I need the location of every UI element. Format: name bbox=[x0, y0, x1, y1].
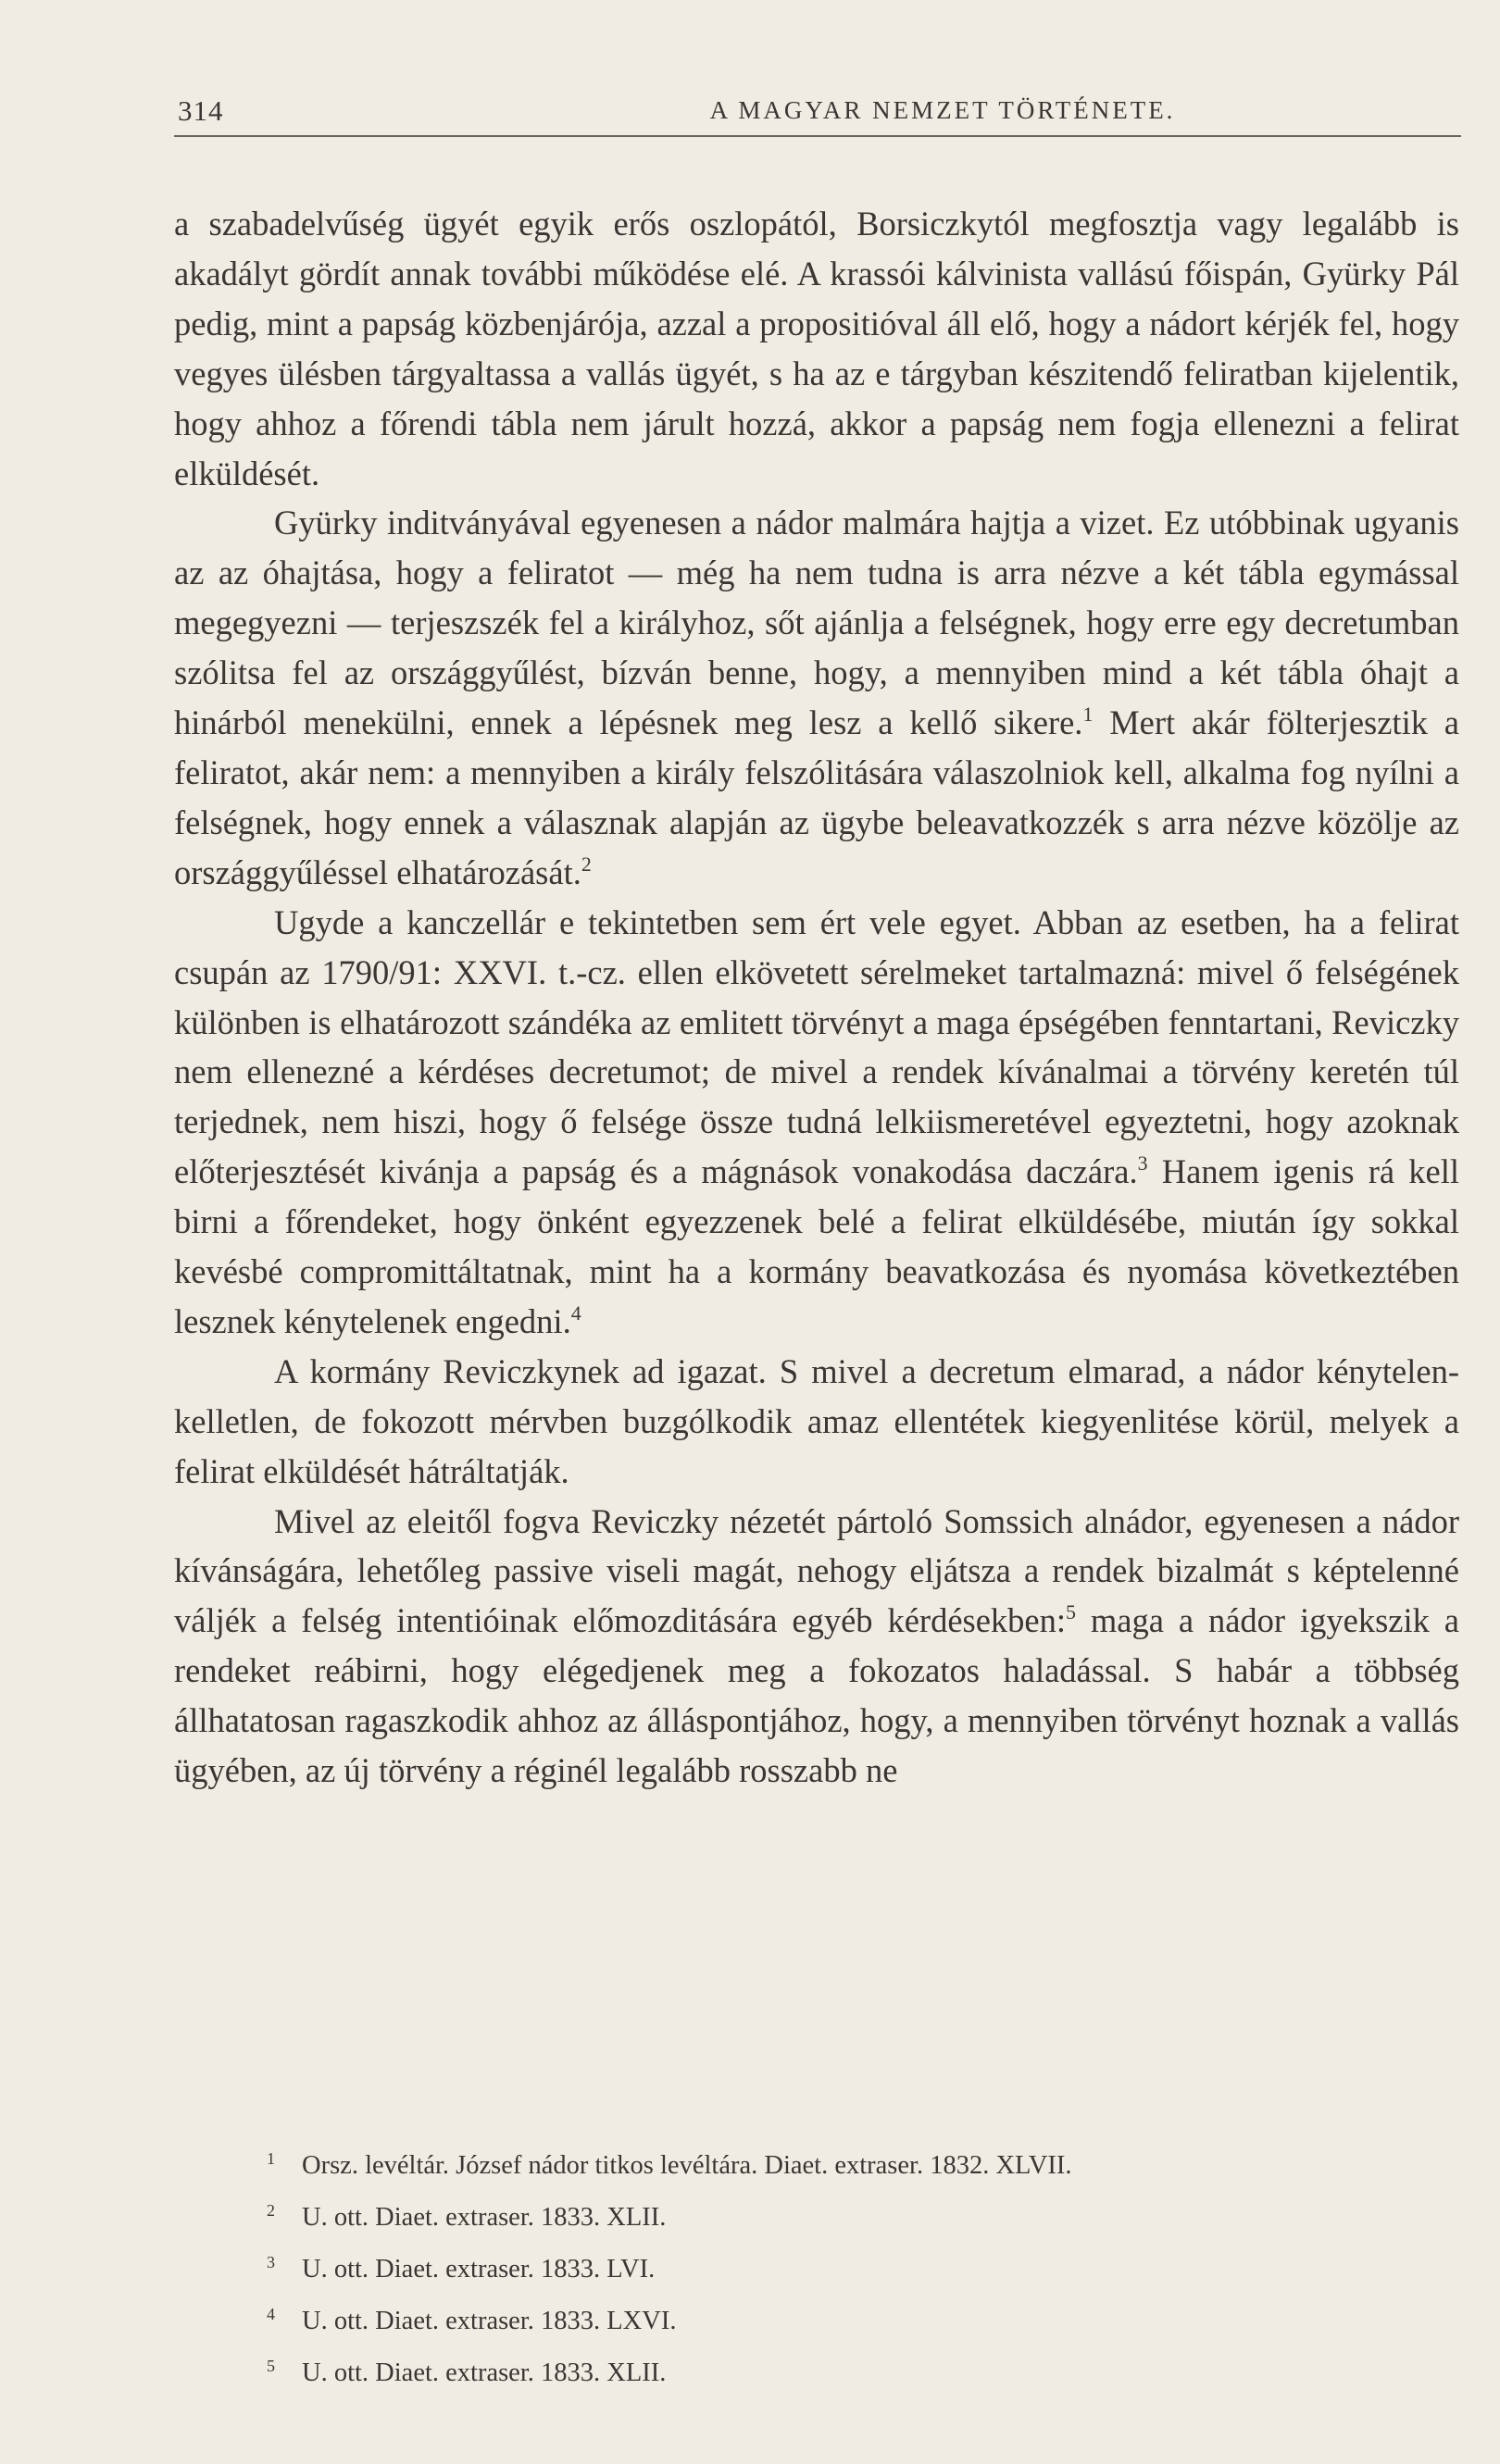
body-text bbox=[174, 199, 1459, 1796]
paragraph-text: Gyürky inditványával egyenesen a nádor malmára hajtja a vizet. Ez utóbbinak ugyanis az az óhajtása, hogy a feliratot — még ha nem tudna is arra nézve a két tábla egymással megegyezni — terjeszszék fel a királyhoz, sőt ajánlja a felségnek, hogy erre egy decretumban szólitsa fel az országgyűlést, bízván benne, hogy, a mennyiben mind a két tábla óhajt a hinárból menekülni, ennek a lépésnek meg lesz a kellő sikere. bbox=[174, 504, 1459, 742]
paragraph bbox=[174, 1347, 1459, 1497]
paragraph bbox=[174, 498, 1459, 897]
footnote-reference[interactable]: 4 bbox=[570, 1300, 581, 1325]
running-title: A MAGYAR NEMZET TÖRTÉNETE. bbox=[709, 96, 1176, 124]
footnote-mark: 5 bbox=[267, 2356, 275, 2375]
paragraph-text: Mert akár fölterjesztik a feliratot, akár nem: a mennyiben a király felszólitására válaszolniok kell, alkalma fog nyílni a felségnek, hogy ennek a válasznak alapján az ügybe beleavatkozzék s arra nézve közölje az országgyűléssel elhatározását. bbox=[174, 703, 1459, 891]
footnote-text: U. ott. Diaet. extraser. 1833. LXVI. bbox=[302, 2306, 677, 2335]
footnote-reference[interactable]: 5 bbox=[1066, 1600, 1076, 1624]
footnote-mark: 4 bbox=[267, 2304, 275, 2323]
paragraph bbox=[174, 1497, 1459, 1796]
footnote bbox=[267, 2136, 1415, 2188]
footnote-reference[interactable]: 1 bbox=[1082, 702, 1094, 726]
footnote bbox=[267, 2240, 1415, 2292]
paragraph-text: Hanem igenis rá kell birni a főrendeket, hogy önként egyezzenek belé a felirat elküldésébe, miután így sokkal kevésbé compromittáltatnak, mint ha a kormány beavatkozása és nyomása következtében lesznek kénytelenek engedni. bbox=[174, 1152, 1459, 1340]
paragraph bbox=[174, 199, 1459, 498]
footnotes bbox=[267, 2136, 1415, 2395]
paragraph-text: A kormány Reviczkynek ad igazat. S mivel a decretum elmarad, a nádor kénytelen-kelletlen, de fokozott mérvben buzgólkodik amaz ellentétek kiegyenlitése körül, melyek a felirat elküldését hátráltatják. bbox=[174, 1351, 1459, 1490]
paragraph bbox=[174, 898, 1459, 1347]
footnote-text: U. ott. Diaet. extraser. 1833. XLII. bbox=[302, 2358, 667, 2387]
paragraph-text: maga a nádor igyekszik a rendeket reábirni, hogy elégedjenek meg a fokozatos haladással. S habár a többség állhatatosan ragaszkodik ahhoz az álláspontjához, hogy, a mennyiben törvényt hoznak a vallás ügyében, az új törvény a réginél legalább rosszabb ne bbox=[174, 1601, 1459, 1790]
footnote bbox=[267, 2292, 1415, 2344]
page-number: 314 bbox=[178, 94, 224, 127]
footnote-mark: 1 bbox=[267, 2149, 275, 2168]
footnote-text: U. ott. Diaet. extraser. 1833. XLII. bbox=[302, 2202, 667, 2232]
page-header bbox=[174, 89, 1461, 137]
footnote bbox=[267, 2188, 1415, 2240]
footnote bbox=[267, 2344, 1415, 2396]
footnote-text: U. ott. Diaet. extraser. 1833. LVI. bbox=[302, 2254, 656, 2284]
footnote-text: Orsz. levéltár. József nádor titkos levéltára. Diaet. extraser. 1832. XLVII. bbox=[302, 2150, 1072, 2180]
footnote-reference[interactable]: 3 bbox=[1137, 1151, 1148, 1175]
paragraph-text: Ugyde a kanczellár e tekintetben sem ért vele egyet. Abban az esetben, ha a felirat csupán az 1790/91: XXVI. t.-cz. ellen elkövetett sérelmeket tartalmazná: mivel ő felségének különben is elhatározott szándéka az emlitett törvényt a maga épségében fenntartani, Reviczky nem ellenezné a kérdéses decretumot; de mivel a rendek kívánalmai a törvény keretén túl terjednek, nem hiszi, hogy ő felsége össze tudná lelkiismeretével egyeztetni, hogy azoknak előterjesztését kivánja a papság és a mágnások vonakodása daczára. bbox=[174, 902, 1459, 1191]
paragraph-text: Mivel az eleitől fogva Reviczky nézetét pártoló Somssich alnádor, egyenesen a nádor kívánságára, lehetőleg passive viseli magát, nehogy eljátsza a rendek bizalmát s képtelenné váljék a felség intentióinak előmozditására egyéb kérdésekben: bbox=[174, 1501, 1459, 1640]
footnote-mark: 2 bbox=[267, 2200, 275, 2220]
footnote-reference[interactable]: 2 bbox=[581, 852, 592, 876]
paragraph-text: a szabadelvűség ügyét egyik erős oszlopától, Borsiczkytól megfosztja vagy legalább is akadályt gördít annak további működése elé. A krassói kálvinista vallású főispán, Gyürky Pál pedig, mint a papság közbenjárója, azzal a propositióval áll elő, hogy a nádort kérjék fel, hogy vegyes ülésben tárgyaltassa a vallás ügyét, s ha az e tárgyban készitendő feliratban kijelentik, hogy ahhoz a főrendi tábla nem járult hozzá, akkor a papság nem fogja ellenezni a felirat elküldését. bbox=[174, 205, 1459, 492]
footnote-mark: 3 bbox=[267, 2252, 275, 2271]
